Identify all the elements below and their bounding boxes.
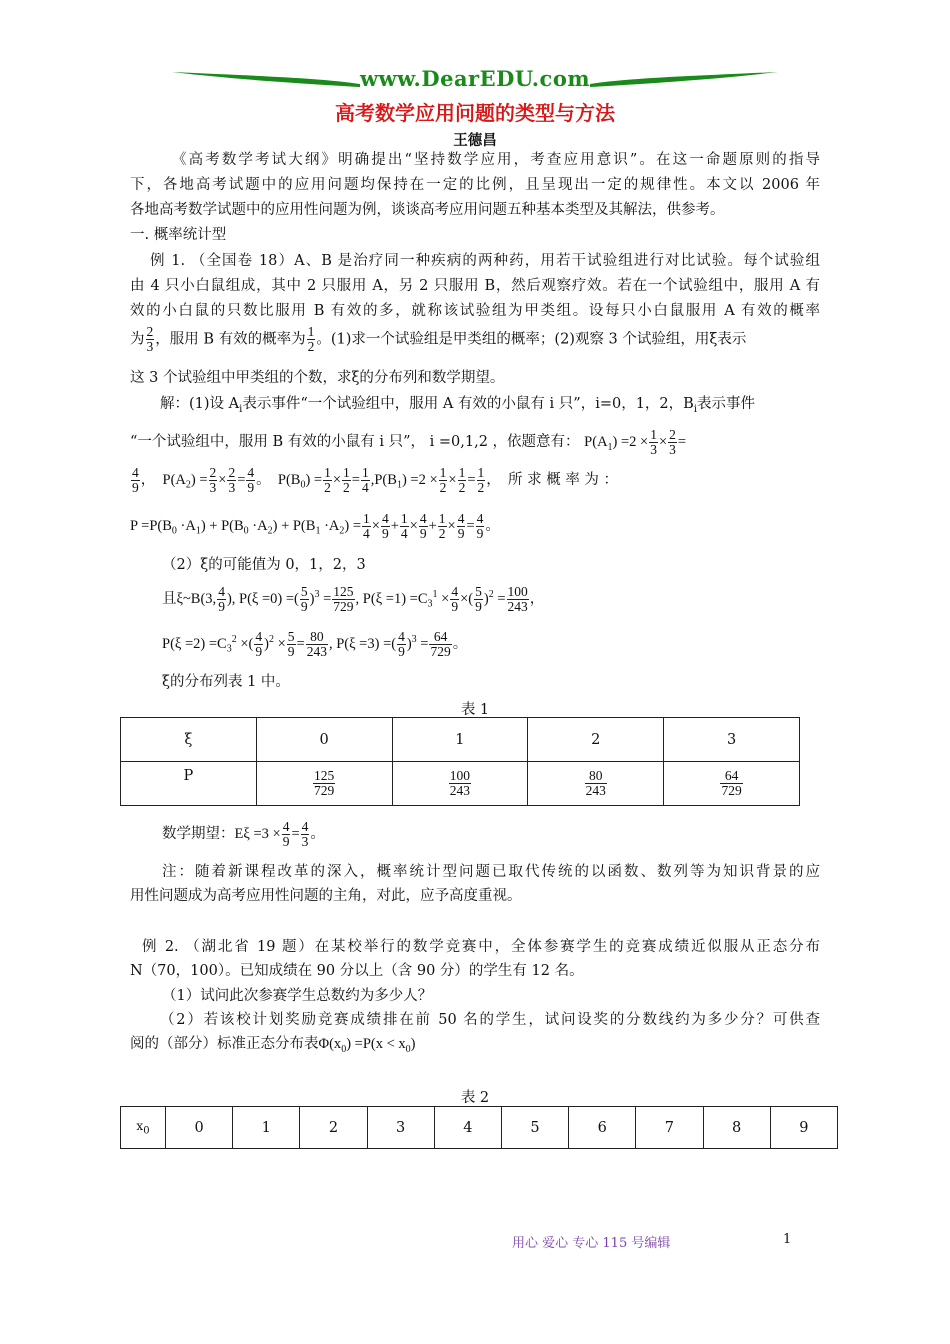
example2-line-5: 阅的（部分）标准正态分布表$\Phi(x_0) =P(x < x_0)$ [130, 1036, 416, 1055]
page-title: 高考数学应用问题的类型与方法 [335, 101, 615, 125]
author: 王德昌 [453, 133, 497, 149]
table-cell [664, 762, 800, 806]
table-row [121, 762, 800, 806]
footer-text: 用心 爱心 专心 115 号编辑 [512, 1236, 671, 1251]
solution-line-2 [130, 428, 820, 458]
numerator: 80 [585, 769, 607, 784]
note-line-2: 用性问题成为高考应用性问题的主角，对此，应予高度重视。 [130, 888, 522, 904]
site-url: www.DearEDU.com [359, 66, 591, 91]
table-cell: 3 [367, 1107, 434, 1149]
table-cell: 7 [636, 1107, 703, 1149]
section-heading: 一. 概率统计型 [130, 227, 227, 243]
text-fragment: ，服用 B 有效的概率为 [155, 331, 306, 348]
table-cell: ξ [121, 718, 257, 762]
site-banner [170, 62, 780, 98]
text-fragment: x [136, 1118, 144, 1133]
distribution-text: ξ的分布列表 1 中。 [162, 674, 290, 690]
table1-caption: 表 1 [460, 702, 490, 718]
example2-line-4: （2）若该校计划奖励竞赛成绩排在前 50 名的学生，试问设奖的分数线约为多少分？可供查 [160, 1012, 820, 1028]
numerator: 125 [313, 768, 335, 783]
fraction: $\frac{1}{2}$ [307, 324, 315, 354]
denominator: 243 [585, 783, 606, 798]
numerator: 100 [449, 768, 471, 783]
example1-line-2: 由 4 只小白鼠组成，其中 2 只服用 A，另 2 只服用 B，然后观察疗效。若在一个试验组中，服用 A 有 [130, 278, 820, 294]
table-cell: 0 [256, 718, 392, 762]
note-line-1: 注：随着新课程改革的深入，概率统计型问题已取代传统的以函数、数列等为知识背景的应 [162, 864, 820, 880]
table-cell: 1 [233, 1107, 300, 1149]
example1-line-3: 效的小白鼠的只数比服用 B 有效的多，就称该试验组为甲类组。设每只小白鼠服用 A 有效的概率 [130, 303, 820, 319]
table-cell: 9 [770, 1107, 837, 1149]
table2 [120, 1106, 838, 1149]
denominator: 729 [313, 783, 335, 798]
text-fragment: “一个试验组中，服用 B 有效的小鼠有 i 只”， i =0,1,2 ，依题意有： [130, 433, 580, 450]
text-fragment: 所 求 概 率 为 ： [508, 471, 619, 488]
intro-line-3: 各地高考数学试题中的应用性问题为例，谈谈高考应用问题五种基本类型及其解法，供参考。 [130, 202, 725, 218]
table-cell: 2 [528, 718, 664, 762]
table-cell [392, 762, 528, 806]
text-fragment: 数学期望： [162, 825, 235, 842]
text-fragment: 为 [130, 331, 145, 348]
example1-line-1: 例 1. （全国卷 18）A、B 是治疗同一种疾病的两种药，用若干试验组进行对比试验。每个试验组 [150, 253, 820, 269]
solution-line-4: $P =P(B_0 \cdot A_1) + P(B_0 \cdot A_2) + P(B_1 \cdot A_2)$ = $\frac{1}{4}$ × $\frac{4}{9}$ + $\frac{1}{4}$ × $\frac{4}{9}$ + $\frac{1}{2}$ × $\frac{4}{9}$ = $\frac{4}{9}$ 。 [130, 511, 500, 541]
table-cell: 5 [501, 1107, 568, 1149]
table-cell: 0 [166, 1107, 233, 1149]
example2-line-1: 例 2. （湖北省 19 题）在某校举行的数学竞赛中，全体参赛学生的竞赛成绩近似服从正态分布 [142, 939, 820, 955]
solution-line-3: $\frac{4}{9}$ ， $P(A_2)$ = $\frac{2}{3}$ × $\frac{2}{3}$ = $\frac{4}{9}$ 。 $P(B_0)$ = $\frac{1}{2}$ × $\frac{1}{2}$ = $\frac{1}{4}$ $,P(B_1) =2$ × $\frac{1}{2}$ × $\frac{1}{2}$ = $\frac{1}{2}$ ， 所 求 概 率 为 ： [132, 465, 619, 495]
formula: $P(A_1) =2$ × $\frac{1}{3}$ × $\frac{2}{3}$ = [584, 427, 687, 457]
binomial-line-2: $P(\xi =2) =C_3^2$ ×( $\frac{4}{9}$ )$^2$ × $\frac{5}{9}$ = $\frac{80}{243}$ , P(ξ =3) =( $\frac{4}{9}$ )$^3$ = $\frac{64}{729}$ 。 [162, 629, 468, 659]
table-row [121, 718, 800, 762]
binomial-line-1: 且ξ~B(3, $\frac{4}{9}$ ), P(ξ =0) =( $\frac{5}{9}$ )$^3$ = $\frac{125}{729}$ , $P(\xi =1) =C_3^1$ × $\frac{4}{9}$ ×( $\frac{5}{9}$ )$^2$ = $\frac{100}{243}$ ， [162, 584, 545, 614]
table-cell: 2 [300, 1107, 367, 1149]
table-cell [256, 762, 392, 806]
example1-line-5: 这 3 个试验组中甲类组的个数，求ξ的分布列和数学期望。 [130, 370, 505, 386]
example2-line-3: （1）试问此次参赛学生总数约为多少人？ [162, 988, 433, 1004]
expectation-line: 数学期望：Eξ =3 × $\frac{4}{9}$ = $\frac{4}{3}$ 。 [162, 819, 325, 849]
table-cell: 6 [569, 1107, 636, 1149]
text-fragment: 。(1)求一个试验组是甲类组的概率；(2)观察 3 个试验组，用ξ表示 [316, 331, 747, 348]
intro-line-2: 下，各地高考试题中的应用问题均保持在一定的比例，且呈现出一定的规律性。本文以 2006 年 [130, 177, 820, 193]
solution-part2: （2）ξ的可能值为 0，1，2，3 [162, 557, 366, 573]
table-row [121, 1107, 838, 1149]
table-cell [528, 762, 664, 806]
table2-caption: 表 2 [460, 1090, 490, 1106]
fraction: $\frac{2}{3}$ [146, 324, 154, 354]
page-number: 1 [783, 1232, 792, 1247]
text-fragment: 阅的（部分）标准正态分布表 [130, 1036, 319, 1052]
intro-line-1: 《高考数学考试大纲》明确提出“坚持数学应用，考查应用意识”。在这一命题原则的指导 [172, 152, 820, 168]
table-cell: $x_0$ [121, 1107, 166, 1149]
numerator: 64 [720, 769, 742, 784]
table-cell: P [121, 762, 257, 806]
table1 [120, 717, 800, 806]
solution-line-1: 解：(1)设 $A_i$表示事件“一个试验组中，服用 A 有效的小鼠有 i 只”，i=0，1，2，$B_i$表示事件 [160, 396, 756, 415]
text-fragment: 表示事件 [697, 396, 756, 412]
table-cell: 8 [703, 1107, 770, 1149]
text-fragment: 解：(1)设 A [160, 396, 240, 412]
example1-line-4 [130, 325, 820, 354]
table-cell: 4 [434, 1107, 501, 1149]
text-fragment: 表示事件“一个试验组中，服用 A 有效的小鼠有 i 只”，i=0，1，2，B [242, 396, 694, 412]
denominator: 243 [449, 783, 471, 798]
table-cell: 3 [664, 718, 800, 762]
table-cell: 1 [392, 718, 528, 762]
example2-line-2: N（70，100）。已知成绩在 90 分以上（含 90 分）的学生有 12 名。 [130, 963, 584, 979]
denominator: 729 [721, 783, 742, 798]
